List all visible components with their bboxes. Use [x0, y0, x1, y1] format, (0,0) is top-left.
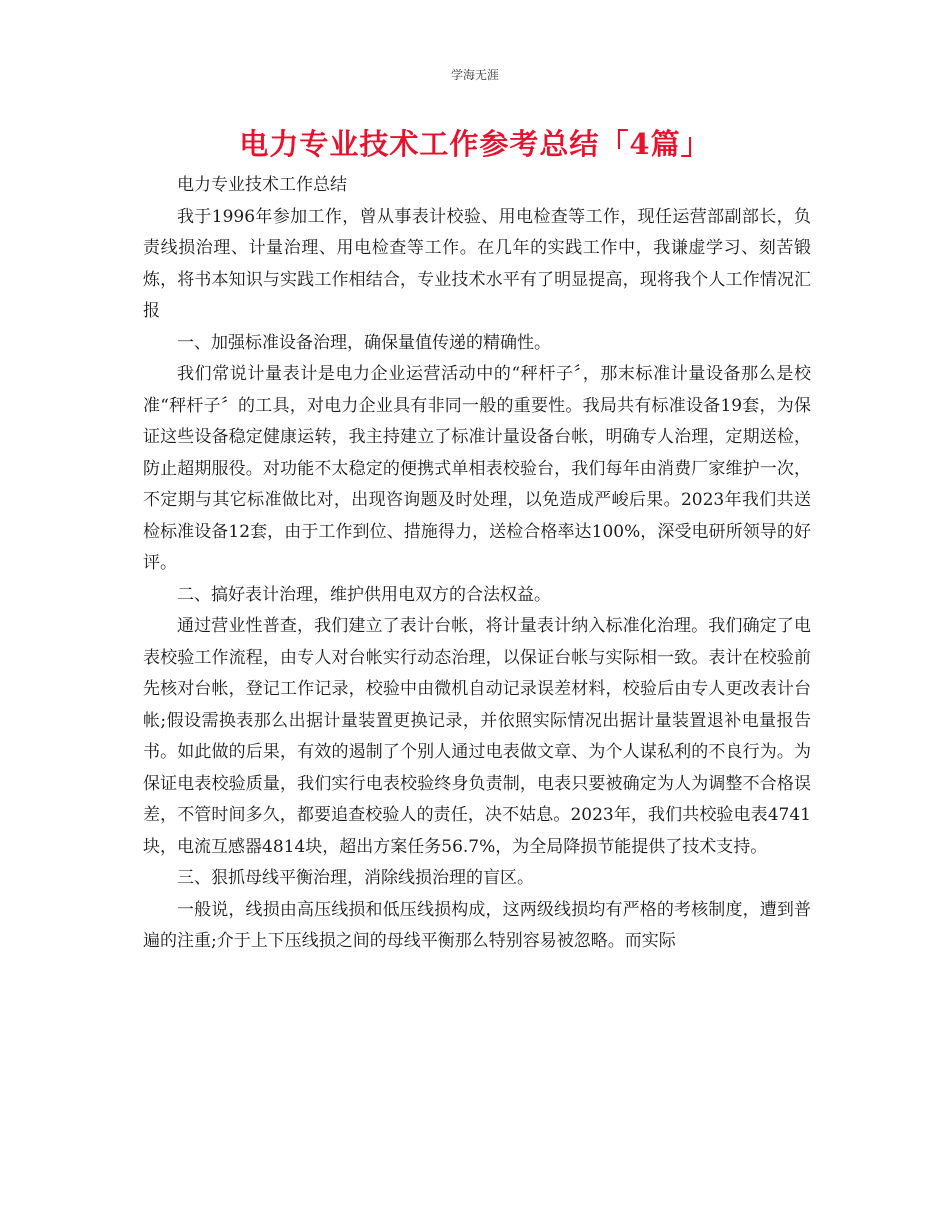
subtitle-paragraph: 电力专业技术工作总结	[177, 175, 347, 195]
section-heading-2: 二、搞好表计治理，维护供用电双方的合法权益。	[177, 584, 551, 605]
body-paragraph: 我于1996年参加工作，曾从事表计校验、用电检查等工作，现任运营部副部长，负责线损治理、计量治理、用电检查等工作。在几年的实践工作中，我谦虚学习、刻苦锻炼，将书本知识与实践工作相结合，专业技术水平有了明显提高，现将我个人工作情况汇报	[143, 206, 811, 321]
document-title: 电力专业技术工作参考总结「4篇」	[239, 127, 711, 161]
header-watermark-text: 学海无涯	[450, 68, 499, 82]
body-paragraph: 通过营业性普查，我们建立了表计台帐，将计量表计纳入标准化治理。我们确定了电表校验工作流程，由专人对台帐实行动态治理，以保证台帐与实际相一致。表计在校验前先核对台帐，登记工作记录，校验中由微机自动记录误差材料，校验后由专人更改表计台帐;假设需换表那么出据计量装置更换记录，并依照实际情况出据计量装置退补电量报告书。如此做的后果，有效的遏制了个别人通过电表做文章、为个人谋私利的不良行为。为保证电表校验质量，我们实行电表校验终身负责制，电表只要被确定为人为调整不合格误差，不管时间多久，都要追查校验人的责任，决不姑息。2023年，我们共校验电表4741块，电流互感器4814块，超出方案任务56.7%，为全局降损节能提供了技术支持。	[143, 616, 811, 857]
body-paragraph: 我们常说计量表计是电力企业运营活动中的“秤杆子〞，那末标准计量设备那么是校准“秤杆子〞的工具，对电力企业具有非同一般的重要性。我局共有标准设备19套，为保证这些设备稳定健康运转，我主持建立了标准计量设备台帐，明确专人治理，定期送检，防止超期服役。对功能不太稳定的便携式单相表校验台，我们每年由消费厂家维护一次，不定期与其它标准做比对，出现咨询题及时处理，以免造成严峻后果。2023年我们共送检标准设备12套，由于工作到位、措施得力，送检合格率达100%，深受电研所领导的好评。	[143, 364, 811, 573]
document-body	[143, 170, 811, 958]
body-paragraph: 一般说，线损由高压线损和低压线损构成，这两级线损均有严格的考核制度，遭到普遍的注重;介于上下压线损之间的母线平衡那么特别容易被忽略。而实际	[143, 899, 811, 951]
section-heading-3: 三、狠抓母线平衡治理，消除线损治理的盲区。	[177, 868, 534, 888]
section-heading-1: 一、加强标准设备治理，确保量值传递的精确性。	[177, 332, 551, 353]
